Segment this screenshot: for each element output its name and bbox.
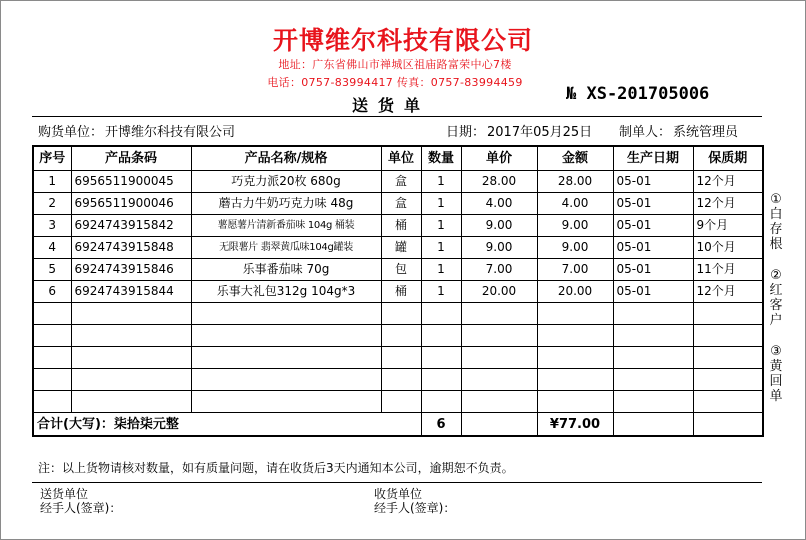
cell-shelf-life: 10个月	[693, 237, 763, 259]
cell-no: 6	[33, 281, 71, 303]
cell-amount: 7.00	[537, 259, 613, 281]
cell-no: 2	[33, 193, 71, 215]
cell-shelf-life: 9个月	[693, 215, 763, 237]
cell-price: 4.00	[461, 193, 537, 215]
table-row	[33, 215, 763, 237]
cell-barcode: 6924743915846	[71, 259, 191, 281]
side-note-number: ②	[770, 268, 782, 283]
cell-name: 无限薯片 翡翠黄瓜味104g罐装	[191, 237, 381, 259]
column-header: 数量	[421, 146, 461, 171]
document-title: 送货单	[352, 96, 431, 115]
side-note-red: ② 红 客 户	[765, 268, 787, 328]
table-row	[33, 237, 763, 259]
empty-row	[33, 347, 763, 369]
cell-name: 薯愿薯片清新番茄味 104g 桶装	[191, 215, 381, 237]
footer-divider	[32, 482, 762, 483]
cell-mfg-date: 05-01	[613, 259, 693, 281]
cell-no: 3	[33, 215, 71, 237]
cell-price: 28.00	[461, 171, 537, 193]
maker-label: 制单人：	[619, 125, 672, 140]
column-header: 生产日期	[613, 146, 693, 171]
goods-table	[32, 145, 764, 437]
cell-price: 7.00	[461, 259, 537, 281]
cell-shelf-life: 12个月	[693, 281, 763, 303]
cell-qty: 1	[421, 193, 461, 215]
sender-signature	[40, 487, 121, 515]
company-address: 地址：广东省佛山市禅城区祖庙路富荣中心7楼	[278, 58, 512, 71]
empty-row	[33, 325, 763, 347]
empty-row	[33, 303, 763, 325]
cell-amount: 28.00	[537, 171, 613, 193]
cell-price: 20.00	[461, 281, 537, 303]
cell-shelf-life: 12个月	[693, 193, 763, 215]
cell-name: 乐事番茄味 70g	[191, 259, 381, 281]
cell-name: 乐事大礼包312g 104g*3	[191, 281, 381, 303]
receiver-handler-label: 经手人(签章)：	[374, 501, 456, 515]
cell-price: 9.00	[461, 237, 537, 259]
table-header-row	[33, 146, 763, 171]
cell-barcode: 6956511900045	[71, 171, 191, 193]
cell-unit: 桶	[381, 215, 421, 237]
cell-unit: 桶	[381, 281, 421, 303]
side-note-yellow: ③ 黄 回 单	[765, 344, 787, 404]
cell-mfg-date: 05-01	[613, 237, 693, 259]
side-note-white: ① 白 存 根	[765, 192, 787, 252]
side-note-number: ①	[770, 192, 782, 207]
date-value: 2017年05月25日	[487, 125, 593, 140]
cell-shelf-life: 12个月	[693, 171, 763, 193]
total-amount: ¥77.00	[537, 413, 613, 437]
company-title: 开博维尔科技有限公司	[272, 26, 533, 55]
cell-qty: 1	[421, 215, 461, 237]
cell-amount: 20.00	[537, 281, 613, 303]
date-info	[446, 121, 592, 140]
cell-qty: 1	[421, 171, 461, 193]
sender-unit-label: 送货单位	[40, 487, 89, 501]
cell-no: 4	[33, 237, 71, 259]
cell-price: 9.00	[461, 215, 537, 237]
total-qty: 6	[421, 413, 461, 437]
empty-row	[33, 391, 763, 413]
sender-handler-label: 经手人(签章)：	[40, 501, 122, 515]
cell-barcode: 6924743915842	[71, 215, 191, 237]
cell-amount: 9.00	[537, 237, 613, 259]
company-phone: 电话：0757-83994417 传真：0757-83994459	[267, 76, 523, 89]
cell-unit: 包	[381, 259, 421, 281]
document-number: № XS-201705006	[566, 84, 710, 104]
total-label: 合计(大写)：柒拾柒元整	[33, 413, 421, 437]
cell-name: 蘑古力牛奶巧克力味 48g	[191, 193, 381, 215]
cell-unit: 罐	[381, 237, 421, 259]
cell-mfg-date: 05-01	[613, 171, 693, 193]
column-header: 产品条码	[71, 146, 191, 171]
column-header: 单位	[381, 146, 421, 171]
date-label: 日期：	[446, 125, 486, 140]
cell-qty: 1	[421, 259, 461, 281]
cell-qty: 1	[421, 237, 461, 259]
cell-barcode: 6924743915848	[71, 237, 191, 259]
empty-row	[33, 369, 763, 391]
cell-no: 5	[33, 259, 71, 281]
cell-mfg-date: 05-01	[613, 281, 693, 303]
table-row	[33, 193, 763, 215]
column-header: 单价	[461, 146, 537, 171]
receiver-signature	[374, 487, 455, 515]
side-note-number: ③	[770, 344, 782, 359]
cell-mfg-date: 05-01	[613, 193, 693, 215]
cell-barcode: 6924743915844	[71, 281, 191, 303]
disclaimer-note: 注：以上货物请核对数量，如有质量问题，请在收货后3天内通知本公司，逾期恕不负责。	[38, 461, 514, 475]
header-divider	[32, 116, 762, 117]
cell-mfg-date: 05-01	[613, 215, 693, 237]
column-header: 金额	[537, 146, 613, 171]
buyer-label: 购货单位：	[38, 125, 104, 140]
table-row	[33, 259, 763, 281]
cell-shelf-life: 11个月	[693, 259, 763, 281]
cell-unit: 盒	[381, 193, 421, 215]
column-header: 保质期	[693, 146, 763, 171]
cell-no: 1	[33, 171, 71, 193]
column-header: 产品名称/规格	[191, 146, 381, 171]
cell-amount: 9.00	[537, 215, 613, 237]
receiver-unit-label: 收货单位	[374, 487, 423, 501]
cell-barcode: 6956511900046	[71, 193, 191, 215]
cell-name: 巧克力派20枚 680g	[191, 171, 381, 193]
total-row	[33, 413, 763, 437]
cell-amount: 4.00	[537, 193, 613, 215]
maker-info	[619, 121, 738, 140]
cell-unit: 盒	[381, 171, 421, 193]
buyer-value: 开博维尔科技有限公司	[105, 125, 236, 140]
column-header: 序号	[33, 146, 71, 171]
table-row	[33, 281, 763, 303]
buyer-info	[38, 121, 235, 140]
cell-qty: 1	[421, 281, 461, 303]
maker-value: 系统管理员	[673, 125, 739, 140]
table-row	[33, 171, 763, 193]
